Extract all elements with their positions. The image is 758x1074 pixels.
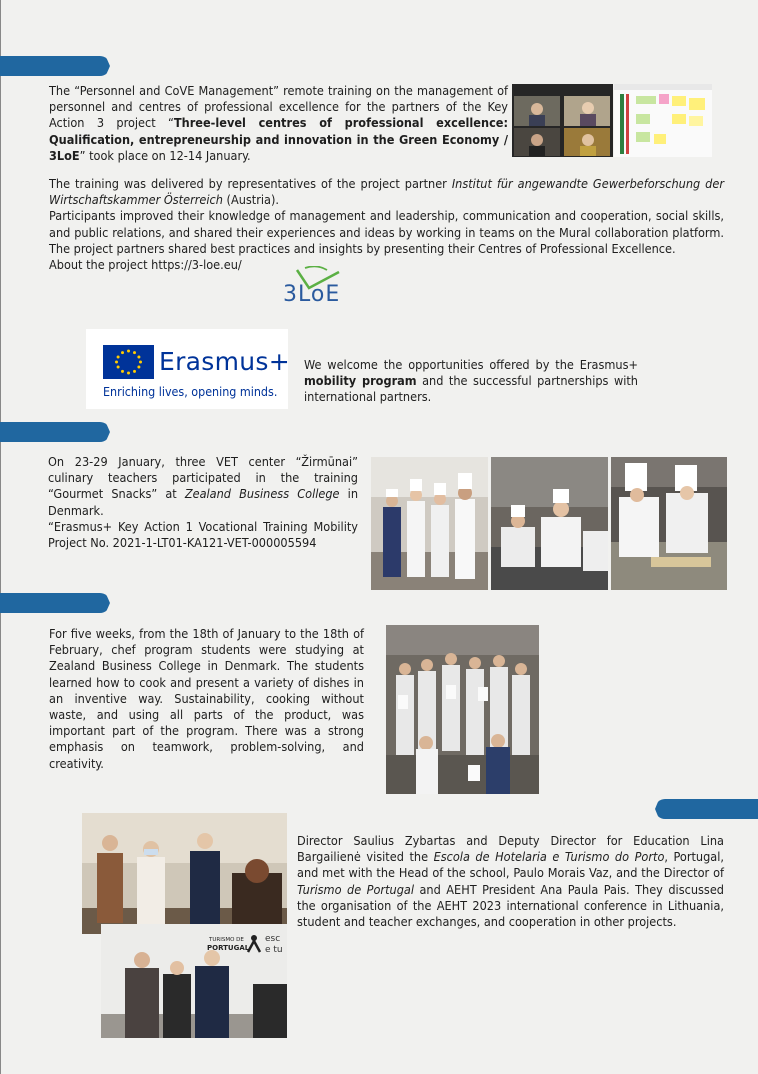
section1-paragraph-1 [49,83,508,164]
sign-turismo-de: TURISMO DE [209,937,244,943]
erasmus-tagline: Enriching lives, opening minds. [103,384,278,399]
s4-text-mid: , Portugal, and met with the Head of the school, Paulo Morais Vaz, and the Director of [297,849,724,881]
s2-text-end: in Denmark. [48,486,358,518]
erasmus-brand-text: Erasmus+ [159,347,290,376]
s1-institute-name: Institut für angewandte Gewerbeforschung der Wirtschaftskammer Österreich [49,176,724,208]
chefs-cooking-photo [611,457,727,590]
section4-paragraph [297,833,724,930]
erasmus-text: We welcome the opportunities offered by the Erasmus+ [304,357,638,372]
s1-text: The “Personnel and CoVE Management” remote training on the management of personnel and centres of professional excellence for the partners of the Key Action 3 project “ [49,83,508,131]
section-marker-4 [655,799,758,819]
s4-turismo-name: Turismo de Portugal [297,881,414,897]
section-marker-3 [0,593,110,613]
sign-portugal: PORTUGAL [207,944,250,952]
erasmus-plus-logo [86,329,288,409]
s4-school-name: Escola de Hotelaria e Turismo do Porto [433,849,665,865]
section1-paragraph-3: Participants improved their knowledge of management and leadership, communication and cooperation, social skills, and public relations, and shared their experiences and ideas by working in teams on the Mural collaboration platform. The project partners shared best practices and insights by presenting their Centres of Professional Excellence. [49,208,724,256]
chefs-group-photo [371,457,488,590]
page-left-edge [0,0,1,1074]
section3-paragraph: For five weeks, from the 18th of January to the 18th of February, chef program students were studying at Zealand Business College in Denmark. The students learned how to cook and present a variety of dishes in an inventive way. Sustainability, cooking without waste, and using all parts of the product, was important part of the program. There was a strong emphasis on teamwork, problem-solving, and creativity. [49,626,364,771]
erasmus-mobility-program: mobility program [304,373,417,389]
s1-project-title: Three-level centres of professional excellence: Qualification, entrepreneurship and innovation in the Green Economy / 3LoE [49,115,509,163]
s2-college-name: Zealand Business College [184,486,340,502]
section4-text [297,833,724,930]
s1-text-end: ” took place on 12-14 January. [79,147,251,163]
meeting-portugal-photo-2 [101,924,287,1038]
meeting-portugal-photo-1 [82,813,287,934]
sign-side-text-1: esc [265,934,281,944]
section1-intro [49,83,508,164]
s1-p2-text: The training was delivered by representatives of the project partner [49,176,452,191]
section-marker-2 [0,422,110,442]
section2-paragraph-1 [48,454,358,519]
s1-p2-end: (Austria). [222,192,279,208]
section2-text [48,454,358,551]
s4-text: Director Saulius Zybartas and Deputy Director for Education Lina Bargailienė visited the [297,833,724,865]
turismo-logo-icon [246,934,262,954]
3loe-logo [283,266,353,308]
section3-text [49,626,364,772]
section1-paragraph-2 [49,176,724,208]
section-marker-1 [0,56,110,76]
mural-board-photo [614,84,712,157]
sign-side-text-2: e tu [265,945,283,955]
chefs-kitchen-photo [491,457,608,590]
students-group-photo [386,625,539,794]
erasmus-paragraph [304,357,638,406]
erasmus-welcome-text [304,357,638,406]
s2-text: On 23-29 January, three VET center “Žirmūnai” culinary teachers participated in the training “Gourmet Snacks” at [48,454,358,502]
section1-body [49,176,724,273]
project-link-text: About the project https://3-loe.eu/ [49,257,242,273]
section2-project-number: “Erasmus+ Key Action 1 Vocational Training Mobility Project No. 2021-1-LT01-KA121-VET-000005594 [48,518,358,551]
erasmus-text-end: and the successful partnerships with international partners. [304,373,638,405]
video-call-photo [512,84,613,157]
s4-text-end: and AEHT President Ana Paula Pais. They discussed the organisation of the AEHT 2023 international conference in Lithuania, student and teacher exchanges, and cooperation in other projects. [297,881,724,930]
3loe-logo-text: 3LoE [283,282,341,307]
